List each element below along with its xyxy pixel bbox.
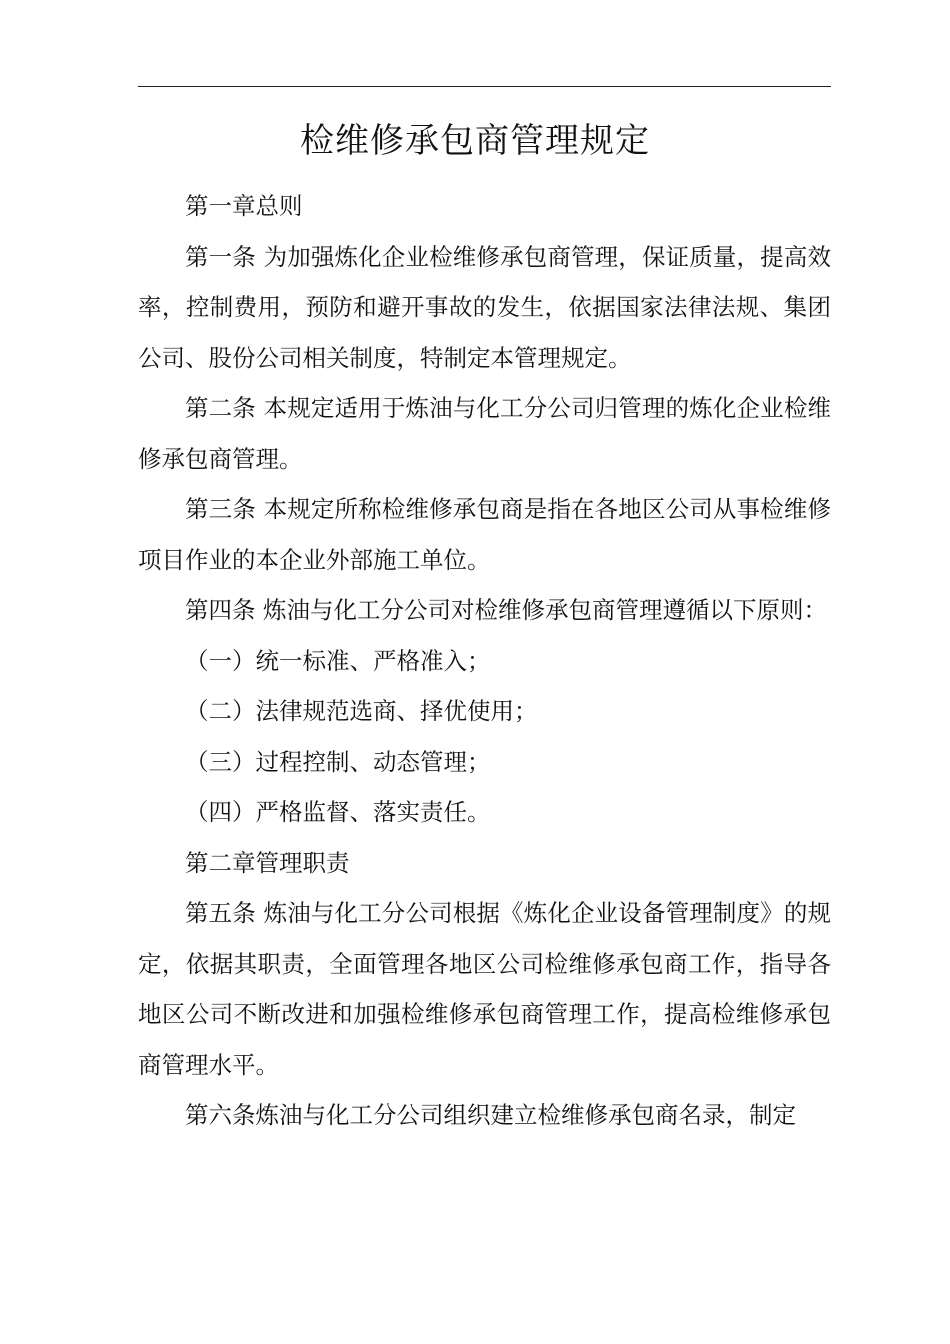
chapter-heading-1: 第一章总则 bbox=[185, 192, 303, 220]
chapter-heading-2: 第二章管理职责 bbox=[185, 848, 350, 877]
principle-item-1: （一）统一标准、严格准入； bbox=[185, 646, 491, 675]
header-rule bbox=[138, 86, 831, 87]
article-4: 第四条 炼油与化工分公司对检维修承包商管理遵循以下原则： bbox=[185, 596, 827, 624]
principle-item-4: （四）严格监督、落实责任。 bbox=[185, 798, 491, 826]
article-3: 第三条 本规定所称检维修承包商是指在各地区公司从事检维修项目作业的本企业外部施工单位。 bbox=[138, 495, 831, 574]
article-2: 第二条 本规定适用于炼油与化工分公司归管理的炼化企业检维修承包商管理。 bbox=[138, 394, 831, 473]
document-title: 检维修承包商管理规定 bbox=[300, 121, 650, 161]
principle-item-2: （二）法律规范选商、择优使用； bbox=[185, 697, 538, 725]
document-body bbox=[138, 181, 831, 1141]
article-5: 第五条 炼油与化工分公司根据《炼化企业设备管理制度》的规定，依据其职责，全面管理各地区公司检维修承包商工作，指导各地区公司不断改进和加强检维修承包商管理工作，提高检维修承包商管理水平。 bbox=[138, 899, 831, 1079]
principle-item-3: （三）过程控制、动态管理； bbox=[185, 747, 491, 776]
article-6: 第六条炼油与化工分公司组织建立检维修承包商名录，制定 bbox=[185, 1101, 796, 1129]
article-1: 第一条 为加强炼化企业检维修承包商管理，保证质量，提高效率，控制费用，预防和避开事故的发生，依据国家法律法规、集团公司、股份公司相关制度，特制定本管理规定。 bbox=[138, 242, 831, 372]
